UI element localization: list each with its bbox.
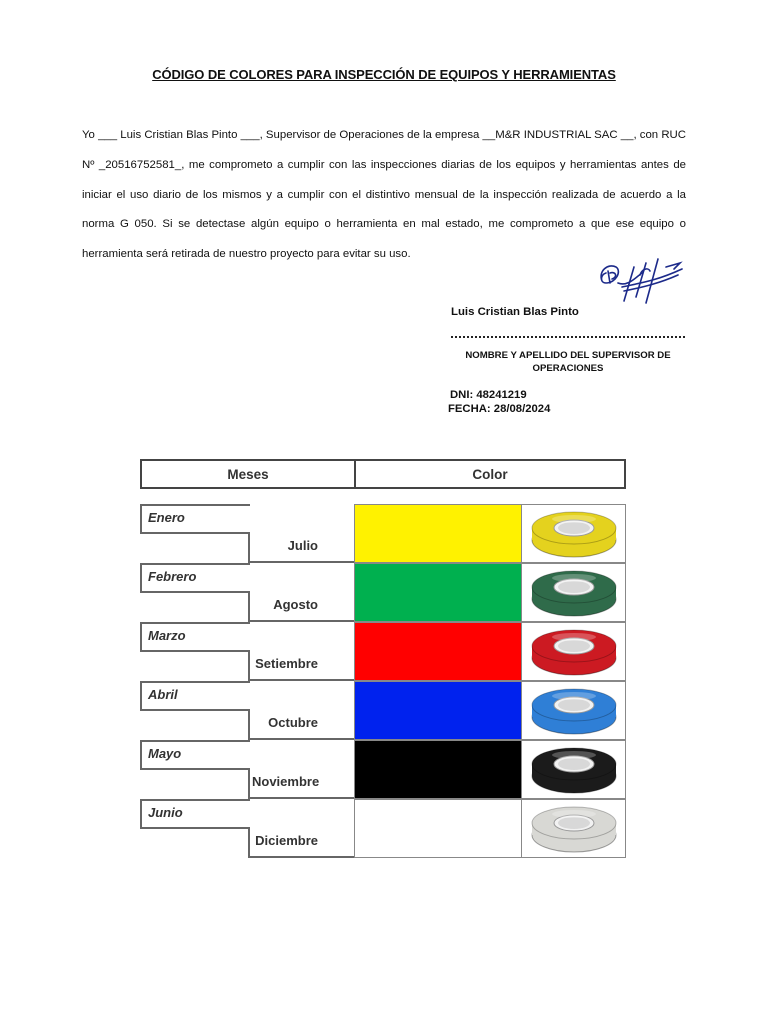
month-second-half: Octubre	[268, 715, 318, 730]
commitment-paragraph: Yo ___ Luis Cristian Blas Pinto ___, Supervisor de Operaciones de la empresa __M&R INDUSTRIAL SAC __, con RUC Nº _20516752581_, me comprometo a cumplir con las inspecciones diarias de los equipos y herramientas antes de iniciar el uso diario de los mismos y a cumplir con el distintivo mensual de la inspección realizada de acuerdo a la norma G 050. Si se detectase algún equipo o herramienta en mal estado, me comprometo a que ese equipo o herramienta será retirada de nuestro proyecto para evitar su uso.	[82, 129, 686, 261]
month-first-half: Marzo	[148, 628, 186, 643]
handwritten-signature	[594, 253, 686, 325]
table-row	[140, 799, 626, 858]
dni-field: DNI: 48241219	[450, 389, 527, 401]
header-color: Color	[354, 459, 626, 489]
month-first-half: Enero	[148, 510, 185, 525]
month-first-half: Abril	[148, 687, 178, 702]
tape-roll-cell	[522, 799, 626, 858]
signature-caption: NOMBRE Y APELLIDO DEL SUPERVISOR DE OPERACIONES	[465, 350, 671, 374]
color-swatch	[354, 622, 522, 681]
tape-roll-cell	[522, 681, 626, 740]
table-row	[140, 563, 626, 622]
month-second-half: Julio	[287, 538, 318, 553]
tape-roll-icon	[526, 684, 622, 738]
month-second-half: Setiembre	[255, 656, 318, 671]
tape-roll-cell	[522, 504, 626, 563]
month-second-half: Diciembre	[255, 833, 318, 848]
table-row	[140, 740, 626, 799]
color-swatch	[354, 799, 522, 858]
month-second-half: Noviembre	[252, 774, 320, 789]
tape-roll-cell	[522, 740, 626, 799]
month-first-half: Mayo	[148, 746, 182, 761]
color-swatch	[354, 504, 522, 563]
tape-roll-icon	[526, 507, 622, 561]
tape-roll-icon	[526, 743, 622, 797]
tape-roll-cell	[522, 622, 626, 681]
tape-roll-cell	[522, 563, 626, 622]
date-field: FECHA: 28/08/2024	[448, 403, 551, 415]
table-row	[140, 622, 626, 681]
table-row	[140, 681, 626, 740]
month-first-half: Junio	[148, 805, 183, 820]
tape-roll-icon	[526, 625, 622, 679]
color-swatch	[354, 740, 522, 799]
tape-roll-icon	[526, 566, 622, 620]
header-months: Meses	[140, 459, 356, 489]
signer-name: Luis Cristian Blas Pinto	[451, 306, 579, 318]
document-title: CÓDIGO DE COLORES PARA INSPECCIÓN DE EQUIPOS Y HERRAMIENTAS	[152, 67, 616, 82]
color-swatch	[354, 681, 522, 740]
table-row	[140, 504, 626, 563]
color-swatch	[354, 563, 522, 622]
month-second-half: Agosto	[273, 597, 318, 612]
color-code-table	[140, 459, 626, 861]
month-first-half: Febrero	[148, 569, 197, 584]
signature-line	[451, 336, 685, 338]
tape-roll-icon	[526, 802, 622, 856]
